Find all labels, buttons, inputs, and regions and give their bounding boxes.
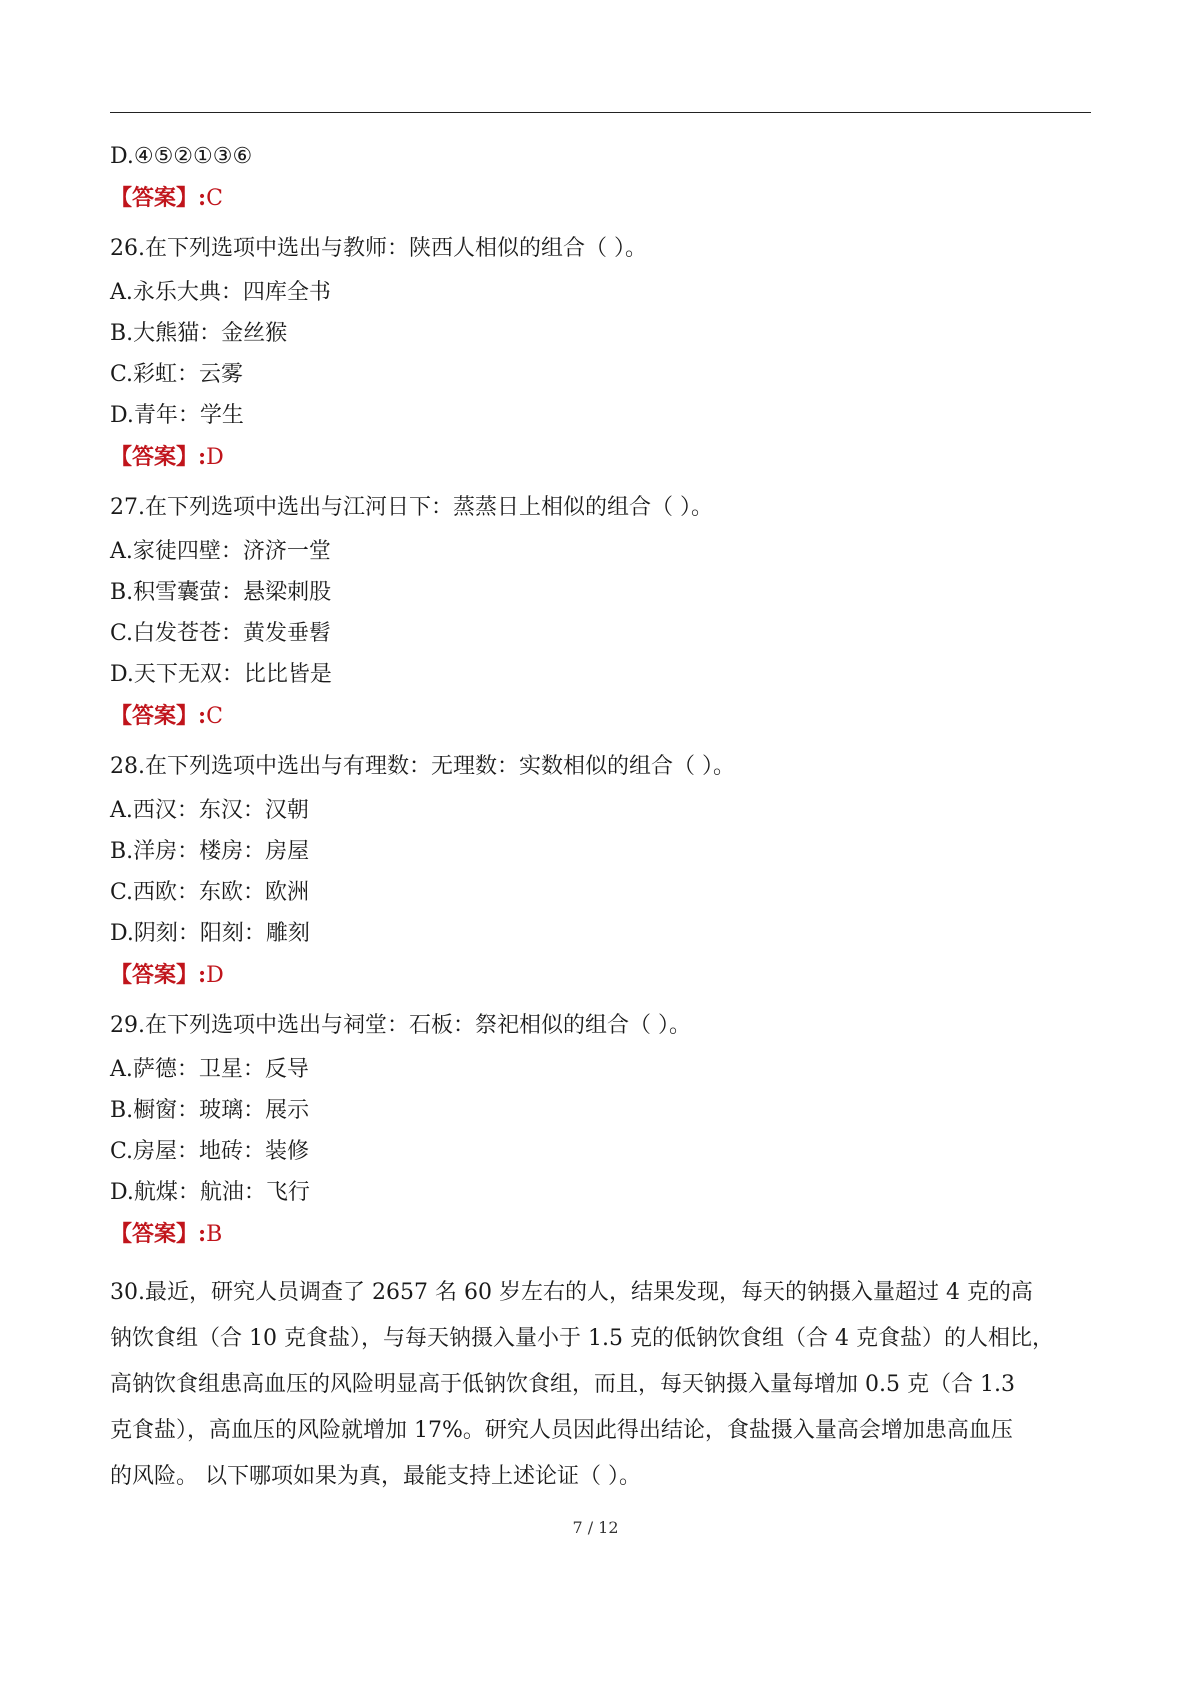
question-28-option-b: B.洋房：楼房：房屋: [110, 839, 310, 864]
answer-label: 【答案】:: [110, 185, 207, 211]
answer-label: 【答案】:: [110, 962, 207, 988]
answer-value: C: [206, 704, 223, 729]
answer-value: C: [206, 186, 223, 211]
question-26-answer: [110, 442, 1091, 472]
question-29-option-a: A.萨德：卫星：反导: [110, 1057, 309, 1082]
answer-value: D: [206, 445, 224, 470]
passage-line: 钠饮食组（合 10 克食盐），与每天钠摄入量小于 1.5 克的低钠饮食组（合 4 克食盐）的人相比，: [110, 1326, 1054, 1351]
answer-label: 【答案】:: [110, 703, 207, 729]
question-28-answer: [110, 960, 1091, 990]
question-29-option-d: D.航煤：航油：飞行: [110, 1180, 310, 1205]
question-27-option-d: D.天下无双：比比皆是: [110, 662, 332, 687]
question-27-option-b: B.积雪囊萤：悬梁刺股: [110, 580, 332, 605]
question-26-option-c: C.彩虹：云雾: [110, 362, 244, 387]
question-28-option-d: D.阴刻：阳刻：雕刻: [110, 921, 310, 946]
question-27-stem: 27.在下列选项中选出与江河日下：蒸蒸日上相似的组合（ ）。: [110, 495, 713, 520]
answer-value: D: [206, 963, 224, 988]
question-28-stem: 28.在下列选项中选出与有理数：无理数：实数相似的组合（ ）。: [110, 754, 735, 779]
answer-prev: [110, 183, 1091, 213]
answer-value: B: [206, 1222, 223, 1247]
passage-line: 30.最近，研究人员调查了 2657 名 60 岁左右的人，结果发现，每天的钠摄入量超过 4 克的高: [110, 1280, 1033, 1305]
question-27-option-a: A.家徒四壁：济济一堂: [110, 539, 331, 564]
question-27-answer: [110, 701, 1091, 731]
question-28-option-a: A.西汉：东汉：汉朝: [110, 798, 309, 823]
page-content: [110, 142, 1091, 1500]
question-28-option-c: C.西欧：东欧：欧洲: [110, 880, 310, 905]
question-29-stem: 29.在下列选项中选出与祠堂：石板：祭祀相似的组合（ ）。: [110, 1013, 691, 1038]
question-27-option-c: C.白发苍苍：黄发垂髫: [110, 621, 332, 646]
question-29-option-c: C.房屋：地砖：装修: [110, 1139, 310, 1164]
question-26-stem: 26.在下列选项中选出与教师：陕西人相似的组合（ ）。: [110, 236, 647, 261]
passage-line: 的风险。 以下哪项如果为真，最能支持上述论证（ ）。: [110, 1464, 641, 1489]
passage-line: 克食盐），高血压的风险就增加 17%。研究人员因此得出结论，食盐摄入量高会增加患高血压: [110, 1418, 1013, 1443]
passage-line: 高钠饮食组患高血压的风险明显高于低钠饮食组，而且，每天钠摄入量每增加 0.5 克（合 1.3: [110, 1372, 1015, 1397]
question-26-option-b: B.大熊猫：金丝猴: [110, 321, 288, 346]
question-30-passage: [110, 1270, 1091, 1500]
answer-label: 【答案】:: [110, 1221, 207, 1247]
question-26-option-d: D.青年：学生: [110, 403, 244, 428]
option-d-prev: D.④⑤②①③⑥: [110, 144, 253, 169]
answer-label: 【答案】:: [110, 444, 207, 470]
question-29-answer: [110, 1219, 1091, 1249]
question-29-option-b: B.橱窗：玻璃：展示: [110, 1098, 310, 1123]
header-rule: [110, 112, 1091, 113]
page-number: 7 / 12: [572, 1518, 619, 1537]
question-26-option-a: A.永乐大典：四库全书: [110, 280, 331, 305]
